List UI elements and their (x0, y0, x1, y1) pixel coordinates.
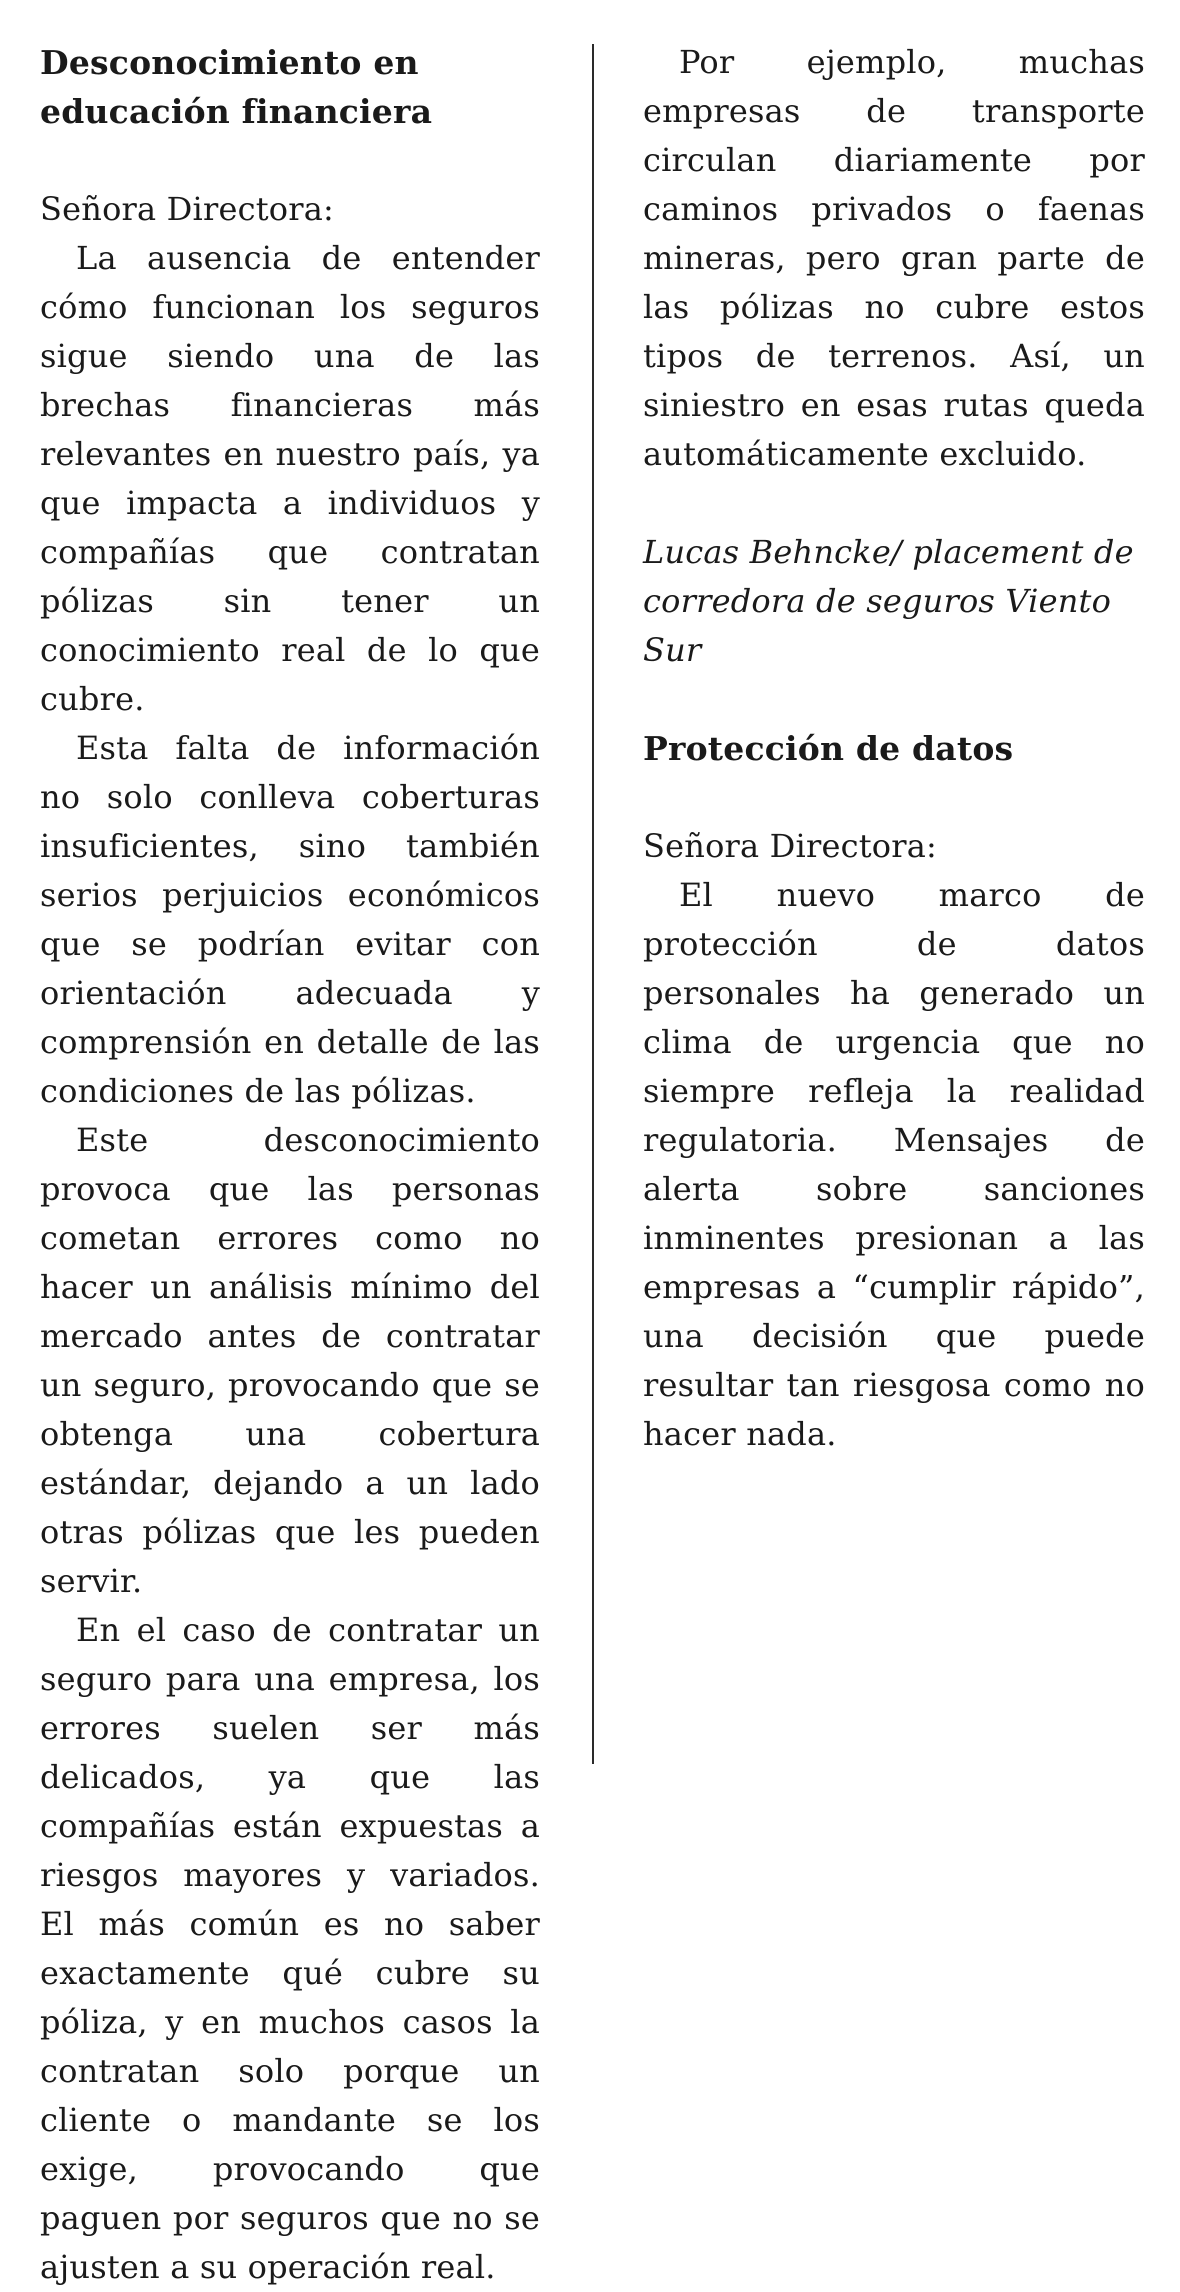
signature-line1: Lucas Behncke/ placement de (643, 533, 1134, 571)
letter1-salutation: Señora Directora: (40, 190, 335, 228)
letter1-paragraph-4: En el caso de contratar un seguro para una empresa, los errores suelen ser más delicados, ya que las compañías están expuestas a riesgos mayores y variados. El más común es no saber exactamente qué cubre su póliza, y en muchos casos la contratan solo porque un cliente o mandante se los exige, provocando que paguen por seguros que no se ajusten a su operación real. (40, 1611, 540, 2286)
column-divider (592, 44, 594, 1764)
letter1-paragraph-2: Esta falta de información no solo conlleva coberturas insuficientes, sino también serios perjuicios económicos que se podrían evitar con orientación adecuada y comprensión en detalle de las condiciones de las pólizas. (40, 729, 540, 1110)
letter2-salutation: Señora Directora: (643, 827, 938, 865)
letter1-paragraph-5: Por ejemplo, muchas empresas de transporte circulan diariamente por caminos privados o faenas mineras, pero gran parte de las pólizas no cubre estos tipos de terrenos. Así, un siniestro en esas rutas queda automáticamente excluido. (643, 43, 1145, 473)
letter2-headline: Protección de datos (643, 729, 1014, 768)
letter1-paragraph-3: Este desconocimiento provoca que las personas cometan errores como no hacer un análisis mínimo del mercado antes de contratar un seguro, provocando que se obtenga una cobertura estándar, dejando a un lado otras pólizas que les pueden servir. (40, 1121, 540, 1600)
letter1-paragraph-1: La ausencia de entender cómo funcionan los seguros sigue siendo una de las brechas financieras más relevantes en nuestro país, ya que impacta a individuos y compañías que contratan pólizas sin tener un conocimiento real de lo que cubre. (40, 239, 540, 718)
letter1-headline (40, 38, 540, 136)
letter1-signature (643, 528, 1145, 675)
signature-line2: corredora de seguros Viento Sur (643, 582, 1112, 669)
letter1-headline-line2: educación financiera (40, 92, 433, 131)
letter1-headline-line1: Desconocimiento en (40, 43, 419, 82)
left-column (40, 38, 540, 2292)
right-column (643, 38, 1145, 1459)
letter2-paragraph-1: El nuevo marco de protección de datos personales ha generado un clima de urgencia que no siempre refleja la realidad regulatoria. Mensajes de alerta sobre sanciones inminentes presionan a las empresas a “cumplir rápido”, una decisión que puede resultar tan riesgosa como no hacer nada. (643, 876, 1145, 1453)
